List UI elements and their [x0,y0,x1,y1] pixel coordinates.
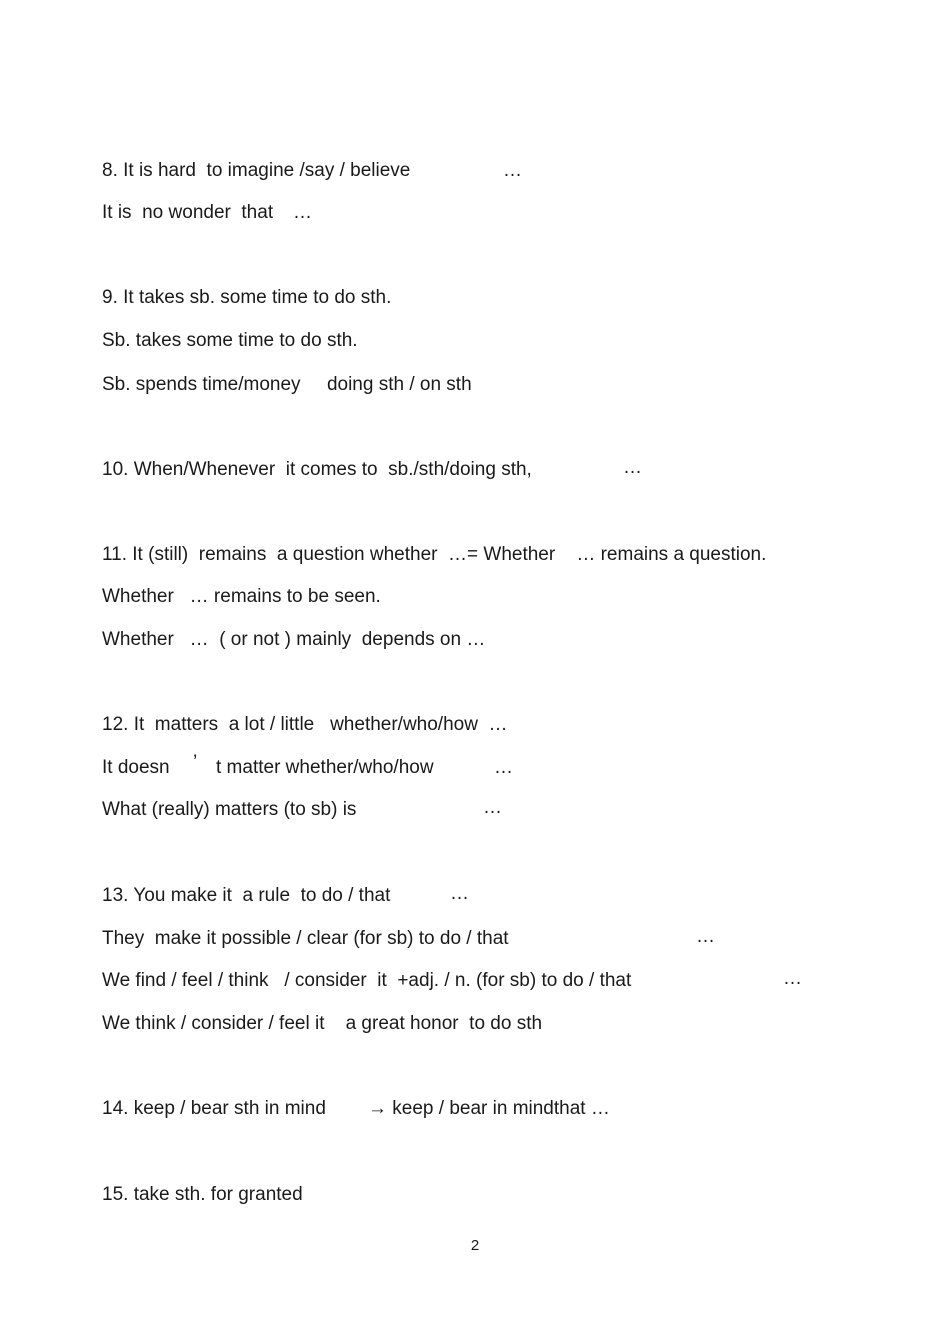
page-number: 2 [470,1237,480,1254]
ellipsis: … [494,757,513,778]
ellipsis: … [483,797,502,818]
text-line: 10. When/Whenever it comes to sb./sth/doing sth, [102,459,532,480]
text-line: 8. It is hard to imagine /say / believe [102,160,411,181]
text-line: 13. You make it a rule to do / that [102,885,391,906]
ellipsis: … [623,457,642,478]
apostrophe: ’ [193,752,198,773]
text-line: t matter whether/who/how [216,757,434,778]
ellipsis: … [450,883,469,904]
text-line: Sb. spends time/money doing sth / on sth [102,374,472,395]
ellipsis: … [293,202,312,223]
text-line: 15. take sth. for granted [102,1184,303,1205]
text-line: Whether … ( or not ) mainly depends on … [102,629,486,650]
ellipsis: … [696,926,715,947]
text-line: 12. It matters a lot / little whether/who/how … [102,714,508,735]
text-line: It doesn [102,757,170,778]
ellipsis: … [783,968,802,989]
text-line: What (really) matters (to sb) is [102,799,357,820]
text-line: They make it possible / clear (for sb) to do / that [102,928,509,949]
text-line: → keep / bear in mindthat … [368,1098,610,1119]
text-line: Sb. takes some time to do sth. [102,330,358,351]
text-line: 9. It takes sb. some time to do sth. [102,287,392,308]
text-line: It is no wonder that [102,202,274,223]
text-line: 11. It (still) remains a question whether …= Whether … remains a question. [102,544,767,565]
text-line: Whether … remains to be seen. [102,586,381,607]
ellipsis: … [503,160,522,181]
text-line: We think / consider / feel it a great honor to do sth [102,1013,543,1034]
text-line: 14. keep / bear sth in mind [102,1098,326,1119]
text-line: We find / feel / think / consider it +adj. / n. (for sb) to do / that [102,970,632,991]
